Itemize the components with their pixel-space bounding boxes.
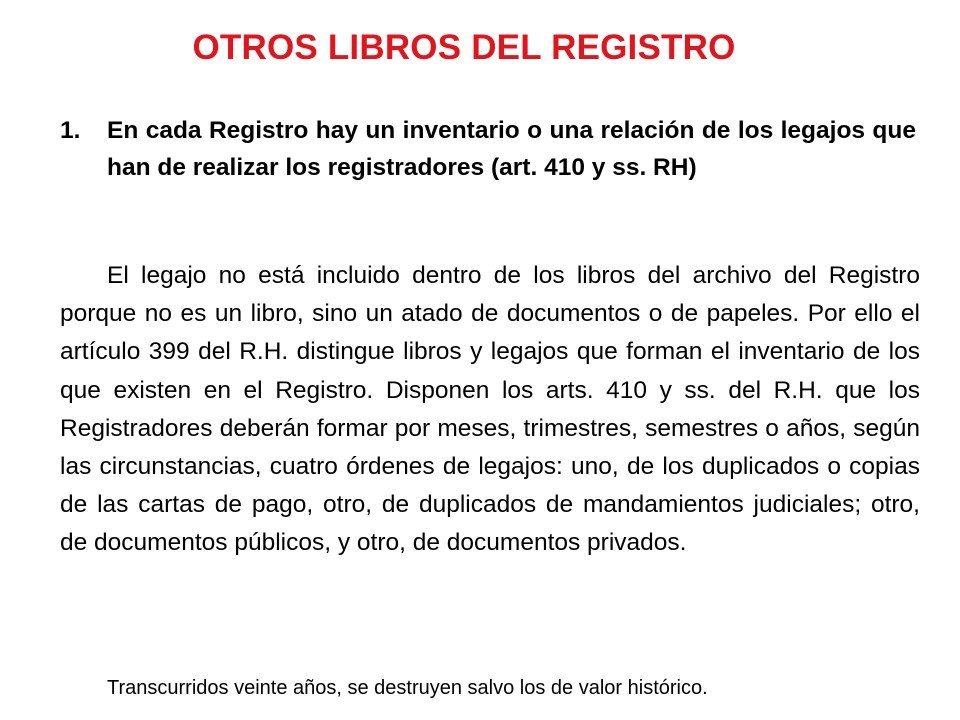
footnote-text: Transcurridos veinte años, se destruyen salvo los de valor histórico. — [107, 677, 708, 699]
numbered-item — [60, 112, 916, 186]
body-paragraph: El legajo no está incluido dentro de los libros del archivo del Registro porque no es un libro, sino un atado de documentos o de papeles. Por ello el artículo 399 del R.H. distingue libros y legajos que forman el inventario de los que existen en el Registro. Disponen los arts. 410 y ss. del R.H. que los Registradores deberán formar por meses, trimestres, semestres o años, según las circunstancias, cuatro órdenes de legajos: uno, de los duplicados o copias de las cartas de pago, otro, de duplicados de mandamientos judiciales; otro, de documentos públicos, y otro, de documentos privados. — [60, 262, 920, 557]
slide-title: OTROS LIBROS DEL REGISTRO — [192, 28, 736, 67]
item-text: En cada Registro hay un inventario o una relación de los legajos que han de realizar los registradores (art. 410 y ss. RH) — [107, 117, 916, 181]
item-number: 1. — [60, 117, 81, 144]
